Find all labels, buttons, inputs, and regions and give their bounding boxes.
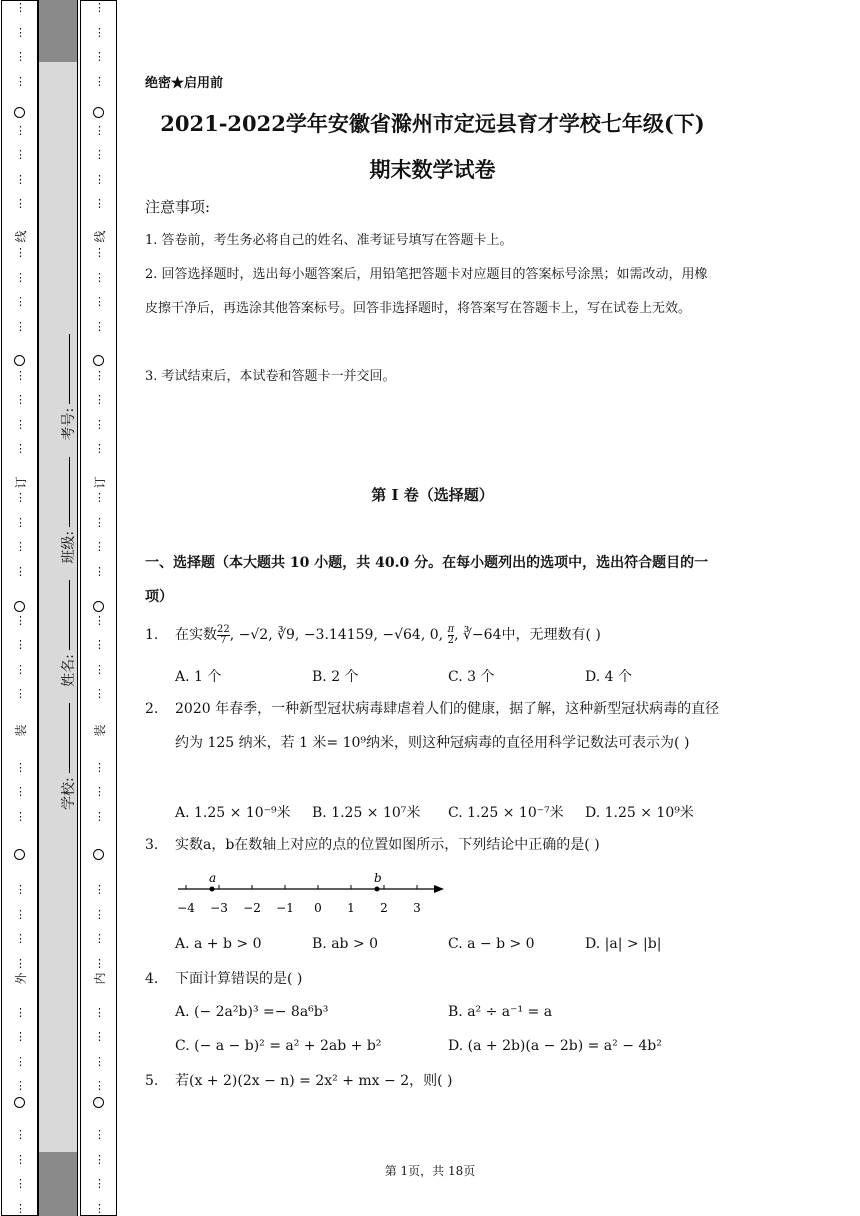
dot-mark: ⋮	[15, 883, 26, 896]
inner-dot-line	[81, 0, 118, 1216]
circle-mark	[93, 601, 104, 612]
dot-mark: ⋮	[94, 564, 105, 578]
question-text: 实数a，b在数轴上对应的点的位置如图所示，下列结论中正确的是( )	[175, 837, 600, 853]
question-text: 2020 年春季，一种新型冠状病毒肆虐着人们的健康，据了解，这种新型冠状病毒的直径约为 125 纳米，若 1 米= 10⁹纳米，则这种冠病毒的直径用科学记数法可表示为( )	[175, 701, 720, 751]
dot-mark: ⋮	[94, 123, 105, 137]
dot-mark: ⋮	[94, 1, 105, 14]
q4-option-c: C. (− a − b)² = a² + 2ab + b²	[175, 1038, 382, 1054]
outer-dot-line	[2, 0, 39, 1216]
q2-option-b: B. 1.25 × 10⁷米	[312, 805, 421, 821]
q4-option-d: D. (a + 2b)(a − 2b) = a² − 4b²	[448, 1038, 662, 1054]
tick-label: 1	[347, 901, 355, 915]
binding-char: 订	[14, 476, 28, 489]
dot-mark: ⋮	[15, 172, 26, 186]
dot-mark: ⋮	[15, 25, 26, 39]
dot-mark: ⋮	[94, 809, 105, 823]
class-label: 班级:	[61, 530, 77, 564]
name-label: 姓名:	[61, 654, 77, 687]
id-label: 考号:	[61, 407, 77, 441]
dot-mark: ⋮	[15, 1201, 26, 1215]
dot-mark: ⋮	[15, 785, 26, 798]
q4-option-b: B. a² ÷ a⁻¹ = a	[448, 1004, 553, 1020]
dot-mark: ⋮	[94, 417, 105, 431]
dot-mark: ⋮	[15, 540, 26, 553]
notice-heading: 注意事项:	[145, 198, 211, 216]
dot-mark: ⋮	[15, 417, 26, 431]
dot-mark: ⋮	[15, 687, 26, 700]
dot-mark: ⋮	[15, 564, 26, 578]
dot-mark: ⋮	[94, 491, 105, 504]
dot-mark: ⋮	[15, 50, 26, 63]
dot-mark: ⋮	[15, 295, 26, 308]
dot-mark: ⋮	[94, 319, 105, 333]
dot-mark: ⋮	[94, 1054, 105, 1068]
dot-mark: ⋮	[15, 1152, 26, 1166]
dot-mark: ⋮	[15, 1128, 26, 1141]
tick-label: 0	[314, 901, 322, 915]
dot-mark: ⋮	[15, 1177, 26, 1190]
dot-mark: ⋮	[94, 515, 105, 529]
dot-mark: ⋮	[94, 393, 105, 406]
dot-mark: ⋮	[15, 148, 26, 161]
dot-mark: ⋮	[94, 148, 105, 161]
q1-option-c: C. 3 个	[448, 669, 495, 685]
question-text: 若(x + 2)(2x − n) = 2x² + mx − 2，则( )	[175, 1073, 453, 1089]
q3-option-c: C. a − b > 0	[448, 936, 535, 952]
dot-mark: ⋮	[94, 1152, 105, 1166]
dot-mark: ⋮	[94, 368, 105, 382]
dot-mark: ⋮	[15, 613, 26, 627]
dot-mark: ⋮	[15, 368, 26, 382]
binding-char: 订	[93, 476, 107, 489]
q2-option-c: C. 1.25 × 10⁻⁷米	[448, 805, 564, 821]
dot-mark: ⋮	[15, 760, 26, 774]
dot-mark: ⋮	[94, 270, 105, 284]
q3-option-a: A. a + b > 0	[175, 936, 262, 952]
dot-mark: ⋮	[94, 932, 105, 945]
question-number: 2.	[145, 701, 159, 717]
dot-mark: ⋮	[15, 956, 26, 970]
q1-option-b: B. 2 个	[312, 669, 359, 685]
dot-mark: ⋮	[94, 1201, 105, 1215]
question-text: 下面计算错误的是( )	[175, 971, 303, 987]
tick-label: −4	[177, 901, 195, 915]
dot-mark: ⋮	[15, 662, 26, 676]
dot-mark: ⋮	[94, 25, 105, 39]
dot-mark: ⋮	[94, 442, 105, 455]
tick-label: −3	[210, 901, 228, 915]
circle-mark	[14, 355, 25, 366]
q2-option-a: A. 1.25 × 10⁻⁹米	[175, 805, 291, 821]
notice-item-1: 1. 答卷前，考生务必将自己的姓名、准考证号填写在答题卡上。	[145, 233, 513, 248]
number-line-figure	[172, 868, 452, 918]
arrow-icon	[434, 885, 444, 893]
dot-mark: ⋮	[94, 172, 105, 186]
point-b	[375, 887, 380, 892]
dot-mark: ⋮	[94, 1079, 105, 1092]
part-heading: 一、选择题（本大题共 10 小题，共 40.0 分。在每小题列出的选项中，选出符合题目的一项）	[145, 555, 709, 605]
dot-mark: ⋮	[94, 50, 105, 63]
dot-mark: ⋮	[94, 760, 105, 774]
dot-mark: ⋮	[94, 638, 105, 651]
tick-label: 2	[380, 901, 388, 915]
dot-mark: ⋮	[15, 932, 26, 945]
notice-item-3: 3. 考试结束后，本试卷和答题卡一并交回。	[145, 369, 396, 384]
circle-mark	[14, 1097, 25, 1108]
dot-mark: ⋮	[94, 883, 105, 896]
binding-char: 外	[14, 972, 28, 985]
dot-mark: ⋮	[94, 907, 105, 921]
circle-mark	[14, 601, 25, 612]
dot-mark: ⋮	[15, 1030, 26, 1043]
dot-mark: ⋮	[94, 956, 105, 970]
dot-mark: ⋮	[94, 1030, 105, 1043]
binding-char: 线	[14, 230, 28, 243]
section-title: 第 I 卷（选择题）	[371, 486, 494, 504]
tick-label: −2	[243, 901, 261, 915]
point-a	[210, 887, 215, 892]
dot-mark: ⋮	[94, 1005, 105, 1019]
dot-mark: ⋮	[15, 442, 26, 455]
dot-mark: ⋮	[94, 613, 105, 627]
binding-char: 装	[93, 724, 107, 737]
dot-mark: ⋮	[94, 662, 105, 676]
dot-mark: ⋮	[94, 540, 105, 553]
dot-mark: ⋮	[94, 197, 105, 210]
dot-mark: ⋮	[15, 246, 26, 259]
dot-mark: ⋮	[15, 1054, 26, 1068]
page-title-line2: 期末数学试卷	[369, 157, 496, 182]
circle-mark	[14, 107, 25, 118]
question-text: 在实数 $\frac{22}{7}$ , −√2, ∛9, −3.14159, −√64, 0, $\frac{\pi}{2}$ , ∛−64中，无理数有( )	[175, 623, 601, 646]
dot-mark: ⋮	[15, 1005, 26, 1019]
dot-mark: ⋮	[94, 1128, 105, 1141]
dot-mark: ⋮	[15, 907, 26, 921]
dot-mark: ⋮	[15, 123, 26, 137]
dot-mark: ⋮	[15, 491, 26, 504]
dot-mark: ⋮	[15, 809, 26, 823]
circle-mark	[93, 849, 104, 860]
q3-option-d: D. |a| > |b|	[585, 936, 662, 952]
strip-top-block	[39, 0, 77, 62]
question-number: 1.	[145, 627, 159, 643]
notice-item-2: 2. 回答选择题时，选出每小题答案后，用铅笔把答题卡对应题目的答案标号涂黑；如需改动，用橡皮擦干净后，再选涂其他答案标号。回答非选择题时，将答案写在答题卡上，写在试卷上无效。	[145, 267, 708, 316]
page-title-line1: 2021-2022学年安徽省滁州市定远县育才学校七年级(下)	[160, 111, 705, 136]
dot-mark: ⋮	[94, 1177, 105, 1190]
point-b-label: b	[374, 871, 382, 885]
dot-mark: ⋮	[15, 1, 26, 14]
student-info-fields	[58, 334, 78, 810]
dot-mark: ⋮	[15, 393, 26, 406]
dot-mark: ⋮	[15, 515, 26, 529]
binding-char: 装	[14, 724, 28, 737]
point-a-label: a	[209, 871, 217, 885]
tick-label: 3	[413, 901, 421, 915]
school-label: 学校:	[61, 777, 77, 810]
dot-mark: ⋮	[15, 1079, 26, 1092]
dot-mark: ⋮	[15, 270, 26, 284]
dot-mark: ⋮	[94, 246, 105, 259]
dot-mark: ⋮	[15, 74, 26, 88]
q2-option-d: D. 1.25 × 10⁹米	[585, 805, 694, 821]
dot-mark: ⋮	[94, 785, 105, 798]
circle-mark	[93, 1097, 104, 1108]
q3-option-b: B. ab > 0	[312, 936, 379, 952]
dot-mark: ⋮	[94, 74, 105, 88]
dot-mark: ⋮	[15, 197, 26, 210]
page-footer: 第 1页，共 18页	[384, 1164, 476, 1178]
binding-char: 线	[93, 230, 107, 243]
question-number: 5.	[145, 1073, 159, 1089]
secret-label: 绝密★启用前	[145, 76, 224, 91]
q1-option-a: A. 1 个	[175, 669, 222, 685]
circle-mark	[93, 355, 104, 366]
dot-mark: ⋮	[15, 319, 26, 333]
dot-mark: ⋮	[15, 638, 26, 651]
circle-mark	[14, 849, 25, 860]
question-number: 3.	[145, 837, 159, 853]
dot-mark: ⋮	[94, 687, 105, 700]
q4-option-a: A. (− 2a²b)³ =− 8a⁶b³	[175, 1004, 329, 1020]
binding-char: 内	[93, 972, 107, 985]
dot-mark: ⋮	[94, 295, 105, 308]
circle-mark	[93, 107, 104, 118]
math-expression: $\frac{22}{7}$ , −√2, ∛9, −3.14159, −√64, 0, $\frac{\pi}{2}$ , ∛−64	[217, 623, 502, 646]
q1-option-d: D. 4 个	[585, 669, 632, 685]
tick-label: −1	[276, 901, 294, 915]
question-2	[145, 692, 725, 794]
question-number: 4.	[145, 971, 159, 987]
